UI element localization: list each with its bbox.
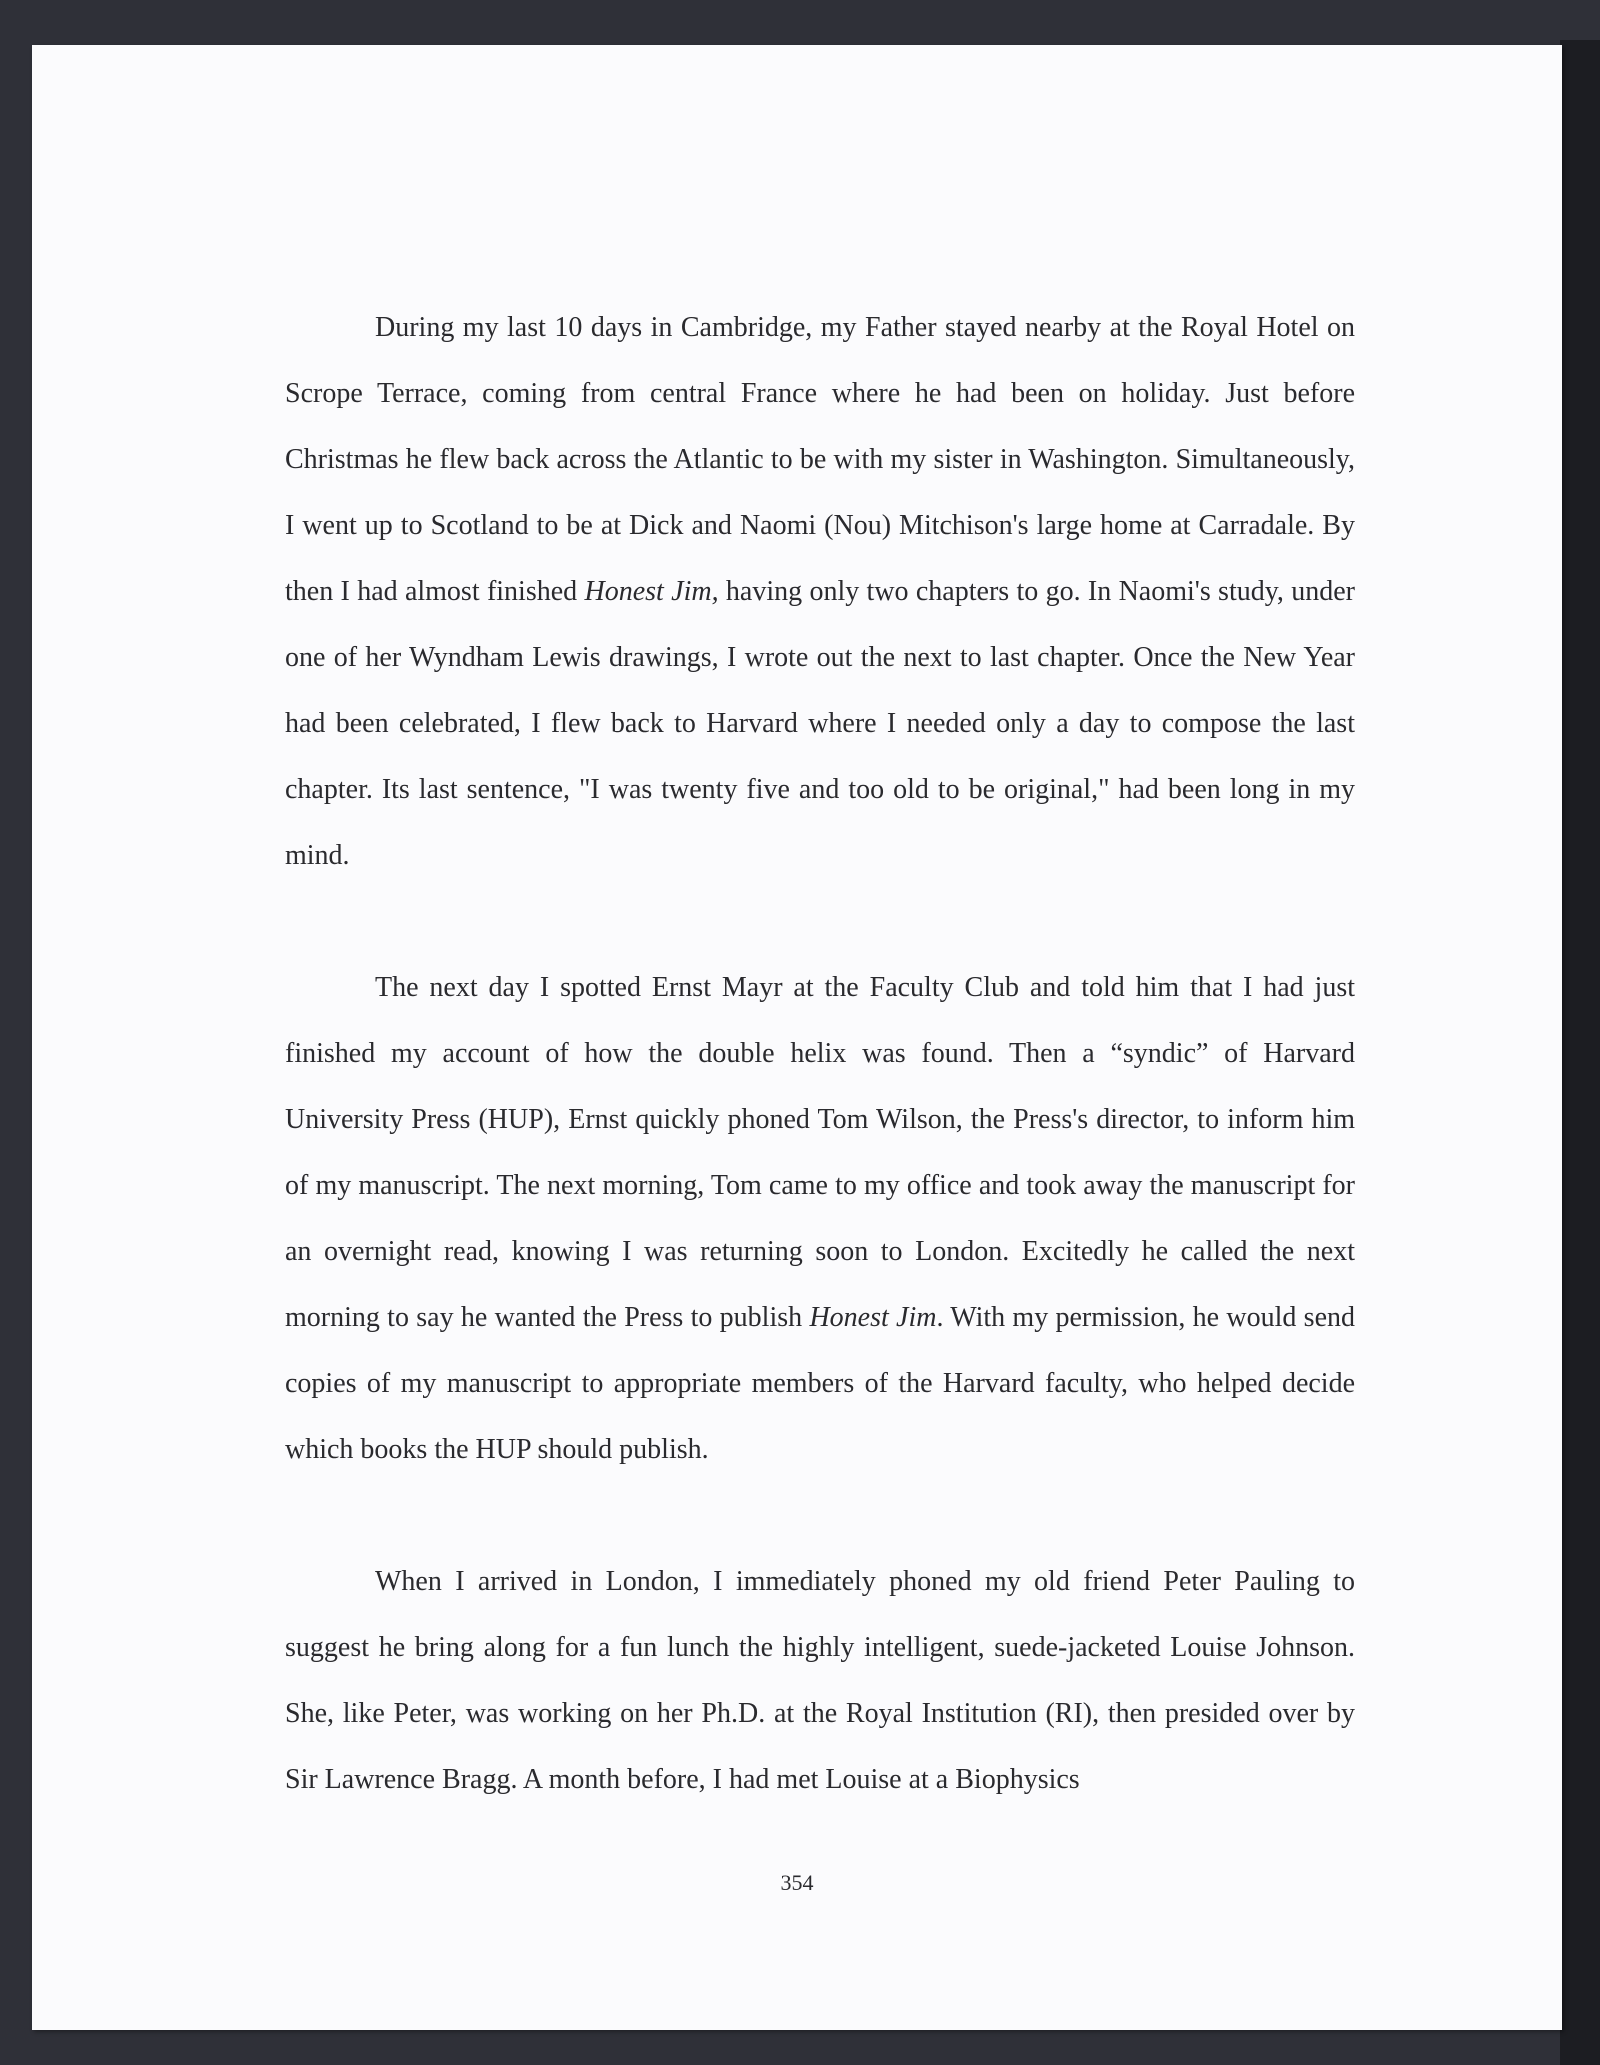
book-title: Honest Jim xyxy=(809,1302,937,1333)
paragraph-1 xyxy=(285,295,1355,889)
paragraph-text: During my last 10 days in Cambridge, my Father stayed nearby at the Royal Hotel on Scrope Terrace, coming from central France where he had been on holiday. Just before Christmas he flew back across the Atlantic to be with my sister in Washington. Simultaneously, I went up to Scotland to be at Dick and Naomi (Nou) Mitchison's large home at Carradale. By then I had almost finished xyxy=(285,312,1355,607)
book-title: Honest Jim, xyxy=(584,576,719,607)
paragraph-text: . With my permission, he would send copies of my manuscript to appropriate members of the Harvard faculty, who helped decide which books the HUP should publish. xyxy=(285,1302,1355,1465)
paragraph-text: When I arrived in London, I immediately phoned my old friend Peter Pauling to suggest he bring along for a fun lunch the highly intelligent, suede-jacketed Louise Johnson. She, like Peter, was working on her Ph.D. at the Royal Institution (RI), then presided over by Sir Lawrence Bragg. A month before, I had met Louise at a Biophysics xyxy=(285,1566,1355,1795)
paragraph-text: having only two chapters to go. In Naomi's study, under one of her Wyndham Lewis drawings, I wrote out the next to last chapter. Once the New Year had been celebrated, I flew back to Harvard where I needed only a day to compose the last chapter. Its last sentence, "I was twenty five and too old to be original," had been long in my mind. xyxy=(285,576,1355,871)
scan-background xyxy=(1560,40,1600,2065)
document-page xyxy=(32,45,1562,2030)
paragraph-2 xyxy=(285,955,1355,1483)
body-text xyxy=(285,295,1355,1879)
paragraph-text: The next day I spotted Ernst Mayr at the Faculty Club and told him that I had just finished my account of how the double helix was found. Then a “syndic” of Harvard University Press (HUP), Ernst quickly phoned Tom Wilson, the Press's director, to inform him of my manuscript. The next morning, Tom came to my office and took away the manuscript for an overnight read, knowing I was returning soon to London. Excitedly he called the next morning to say he wanted the Press to publish xyxy=(285,972,1355,1333)
page-number: 354 xyxy=(780,1870,814,1895)
paragraph-3 xyxy=(285,1549,1355,1813)
